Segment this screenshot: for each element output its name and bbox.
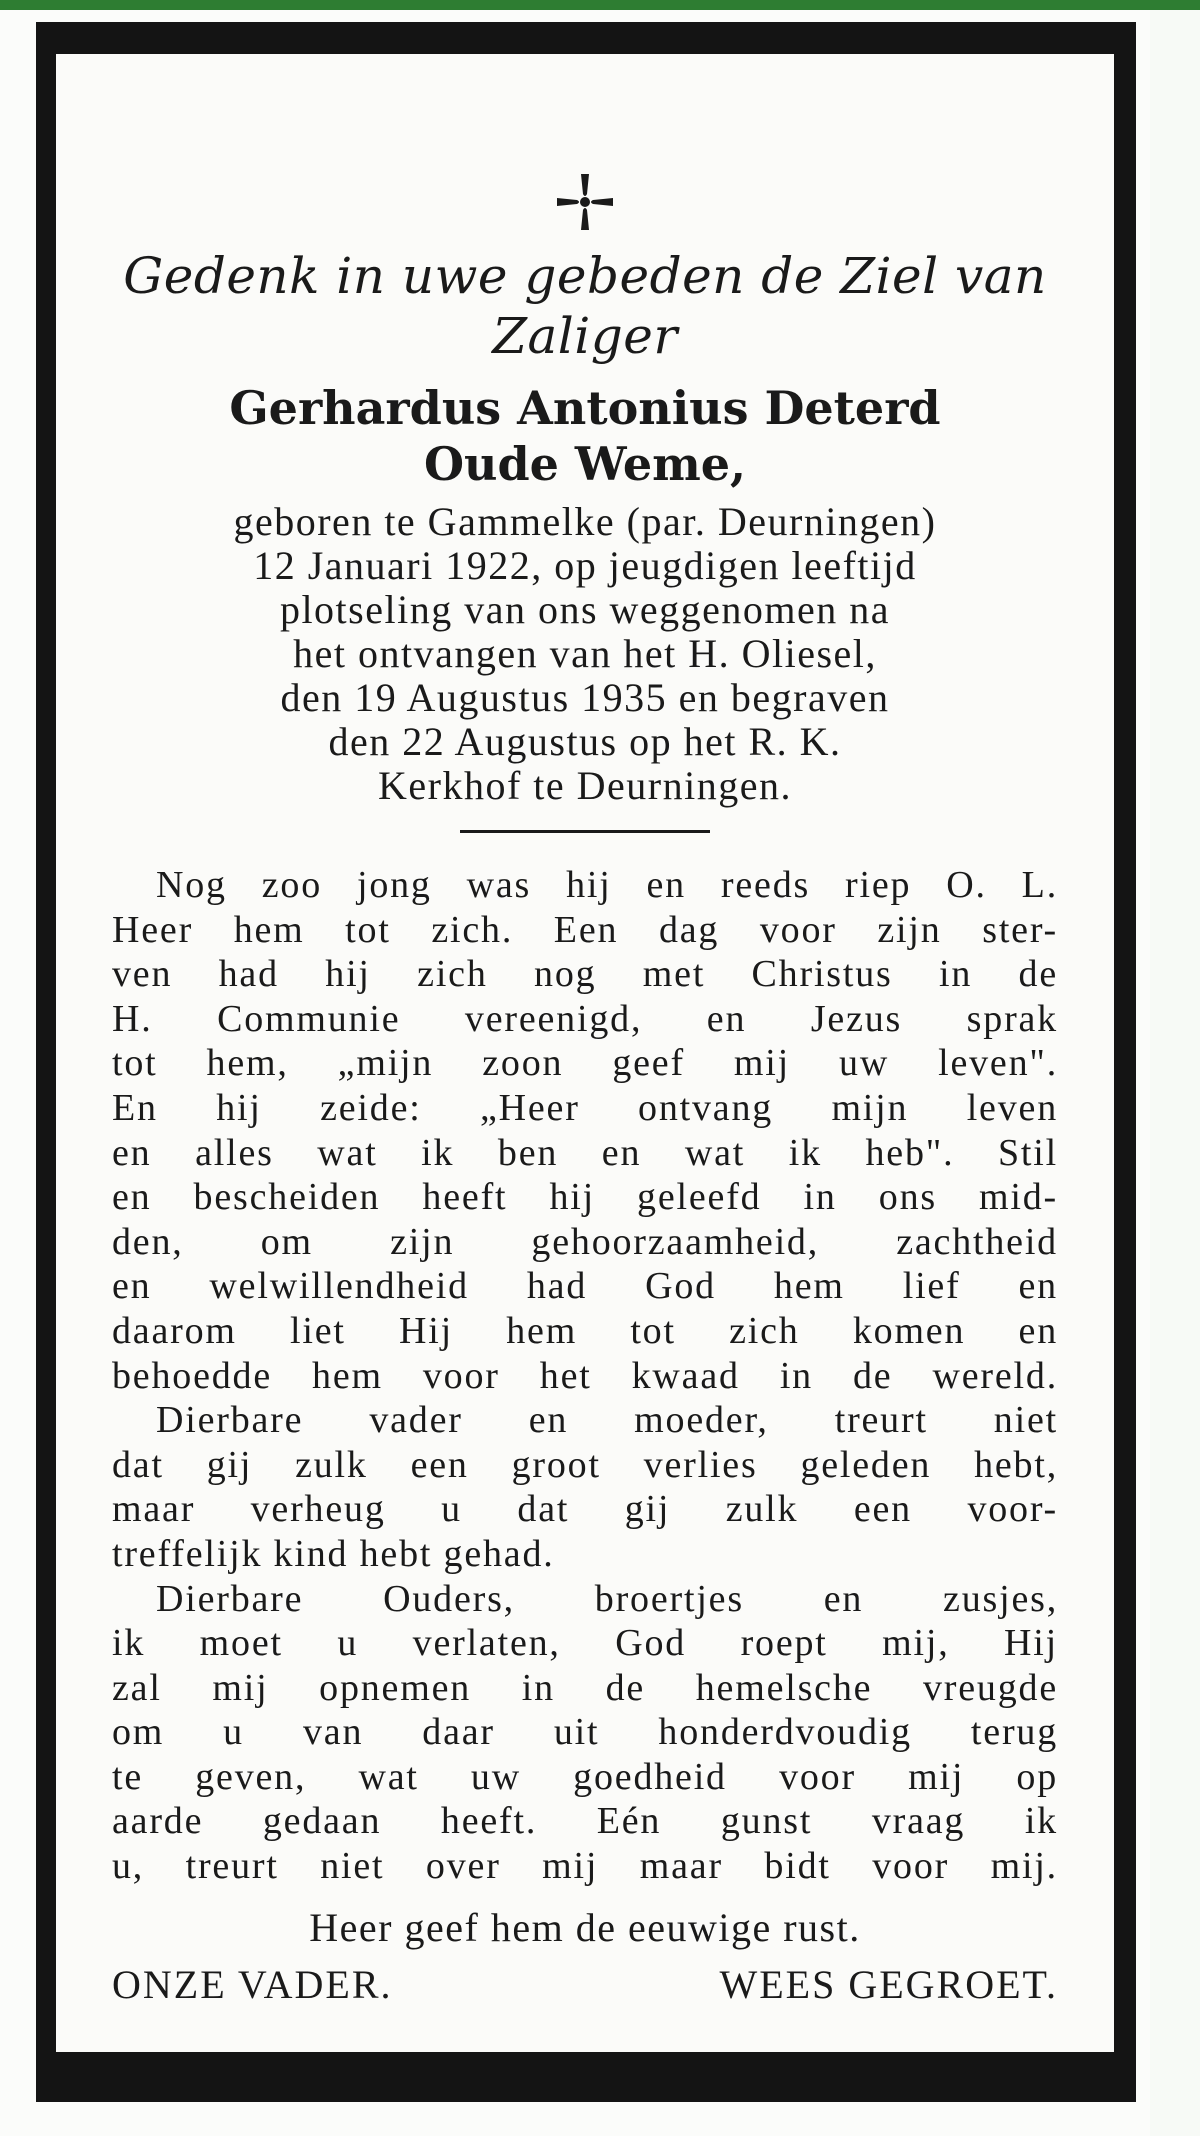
body-line: Dierbare vader en moeder, treurt niet [156, 1399, 1058, 1442]
bio-line: den 22 Augustus op het R. K. [328, 719, 842, 764]
name-line-2: Oude Weme, [423, 437, 747, 491]
body-line: den, om zijn gehoorzaamheid, zachtheid [112, 1220, 1058, 1263]
deceased-name [112, 380, 1058, 492]
body-line: En hij zeide: „Heer ontvang mijn leven [112, 1086, 1058, 1129]
body-line: en alles wat ik ben en wat ik heb". Stil [112, 1131, 1058, 1174]
body-line: treffelijk kind hebt gehad. [112, 1532, 555, 1575]
body-line: ik moet u verlaten, God roept mij, Hij [112, 1622, 1058, 1665]
memorial-card-inner [56, 54, 1114, 2052]
scan-edge-right [1150, 10, 1200, 2136]
closing-prayer: Heer geef hem de eeuwige rust. [309, 1904, 861, 1950]
bio-line: het ontvangen van het H. Oliesel, [293, 631, 877, 676]
invocation-line-1: Gedenk in uwe gebeden de Ziel van [123, 247, 1047, 305]
biography [112, 500, 1058, 808]
body-line: en bescheiden heeft hij geleefd in ons mid- [112, 1176, 1058, 1219]
prayer-hail-mary: WEES GEGROET. [719, 1961, 1058, 2007]
memorial-card [36, 22, 1136, 2102]
bio-line: den 19 Augustus 1935 en begraven [280, 675, 890, 720]
body-line: H. Communie vereenigd, en Jezus sprak [112, 997, 1058, 1040]
body-line: aarde gedaan heeft. Eén gunst vraag ik [112, 1800, 1058, 1843]
body-line: Dierbare Ouders, broertjes en zusjes, [156, 1577, 1058, 1620]
body-line: zal mij opnemen in de hemelsche vreugde [112, 1666, 1058, 1709]
divider [460, 830, 710, 833]
body-line: en welwillendheid had God hem lief en [112, 1265, 1058, 1308]
bio-line: Kerkhof te Deurningen. [378, 763, 792, 808]
bio-line: 12 Januari 1922, op jeugdigen leeftijd [253, 543, 917, 588]
body-line: behoedde hem voor het kwaad in de wereld. [112, 1354, 1058, 1397]
cross-pattee-icon [555, 172, 615, 232]
body-line: om u van daar uit honderdvoudig terug [112, 1711, 1058, 1754]
body-line: Heer hem tot zich. Een dag voor zijn ster- [112, 908, 1058, 951]
prayer-row [112, 1961, 1058, 2008]
body-line: maar verheug u dat gij zulk een voor- [112, 1488, 1058, 1531]
prayer-our-father: ONZE VADER. [112, 1961, 393, 2007]
bio-line: geboren te Gammelke (par. Deurningen) [233, 499, 937, 544]
body-line: ven had hij zich nog met Christus in de [112, 953, 1058, 996]
body-line: Nog zoo jong was hij en reeds riep O. L. [156, 864, 1058, 906]
body-line: te geven, wat uw goedheid voor mij op [112, 1755, 1058, 1798]
body-text [112, 863, 1058, 1889]
scan-edge-top [0, 0, 1200, 10]
body-line: tot hem, „mijn zoon geef mij uw leven". [112, 1042, 1058, 1085]
body-line: daarom liet Hij hem tot zich komen en [112, 1309, 1058, 1352]
bio-line: plotseling van ons weggenomen na [279, 587, 891, 632]
body-line: dat gij zulk een groot verlies geleden hebt, [112, 1443, 1058, 1486]
body-line: u, treurt niet over mij maar bidt voor mij. [112, 1845, 1058, 1888]
invocation-line-2: Zaliger [492, 307, 678, 365]
name-line-1: Gerhardus Antonius Deterd [229, 381, 941, 435]
